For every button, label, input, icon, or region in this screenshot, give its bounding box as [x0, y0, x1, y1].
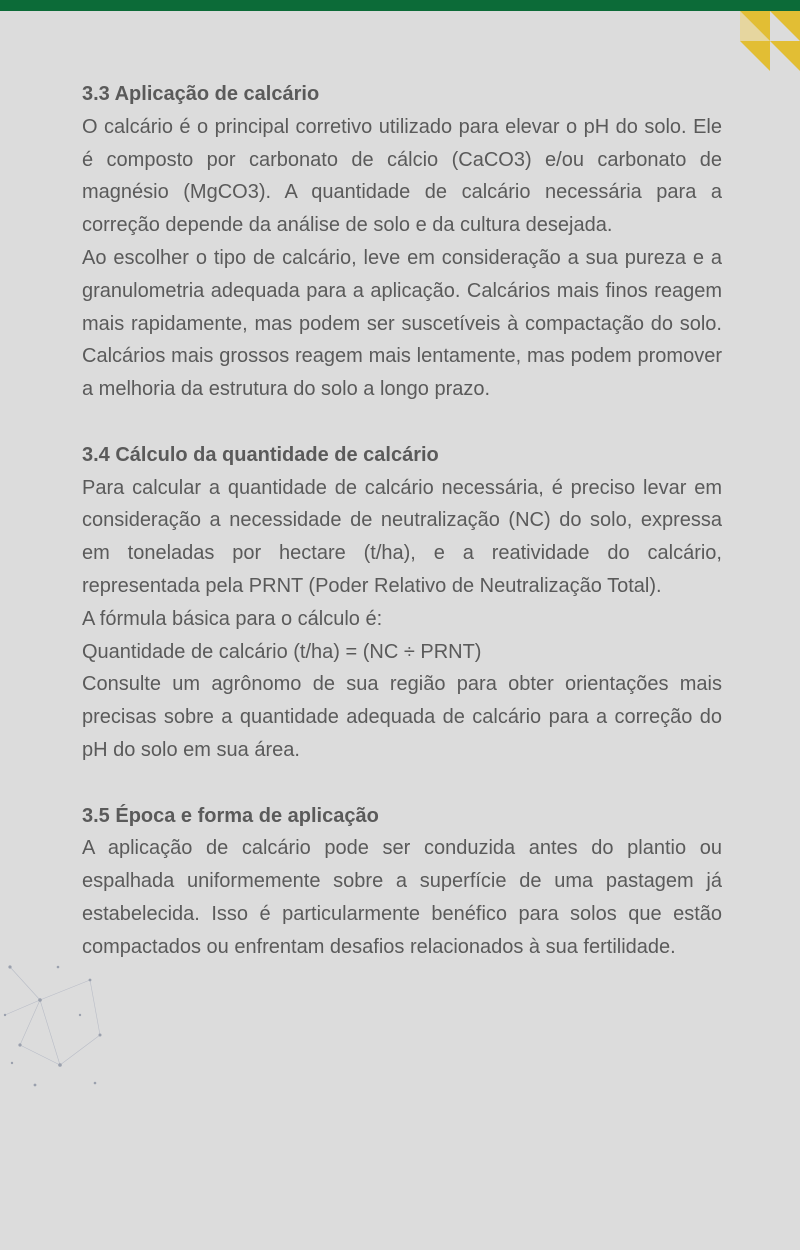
section-heading: 3.4 Cálculo da quantidade de calcário	[82, 443, 439, 466]
paragraph: Consulte um agrônomo de sua região para obter orientações mais precisas sobre a quantidade adequada de calcário para a correção do pH do solo em sua área.	[82, 673, 722, 761]
formula: Quantidade de calcário (t/ha) = (NC ÷ PRNT)	[82, 640, 482, 663]
paragraph: A fórmula básica para o cálculo é:	[82, 607, 383, 630]
section-calculo	[82, 439, 722, 767]
paragraph: Ao escolher o tipo de calcário, leve em consideração a sua pureza e a granulometria adequada para a aplicação. Calcários mais finos reagem mais rapidamente, mas podem ser suscetíveis à compactação do solo. Calcários mais grossos reagem mais lentamente, mas podem promover a melhoria da estrutura do solo a longo prazo.	[82, 246, 722, 401]
section-heading: 3.3 Aplicação de calcário	[82, 83, 320, 105]
top-green-bar	[0, 0, 800, 11]
section-epoca	[82, 800, 722, 964]
paragraph: Para calcular a quantidade de calcário necessária, é preciso levar em consideração a necessidade de neutralização (NC) do solo, expressa em toneladas por hectare (t/ha), e a reatividade do calcário, representada pela PRNT (Poder Relativo de Neutralização Total).	[82, 476, 722, 597]
section-heading: 3.5 Época e forma de aplicação	[82, 804, 379, 827]
paragraph: O calcário é o principal corretivo utilizado para elevar o pH do solo. Ele é composto por carbonato de cálcio (CaCO3) e/ou carbonato de magnésio (MgCO3). A quantidade de calcário necessária para a correção depende da análise de solo e da cultura desejada.	[82, 115, 722, 237]
paragraph: A aplicação de calcário pode ser conduzida antes do plantio ou espalhada uniformemente sobre a superfície de uma pastagem já estabelecida. Isso é particularmente benéfico para solos que estão compactados ou enfrentam desafios relacionados à sua fertilidade.	[82, 837, 722, 958]
section-aplicacao	[82, 78, 722, 406]
document-body	[82, 78, 722, 996]
yellow-triangles-icon	[740, 11, 800, 71]
